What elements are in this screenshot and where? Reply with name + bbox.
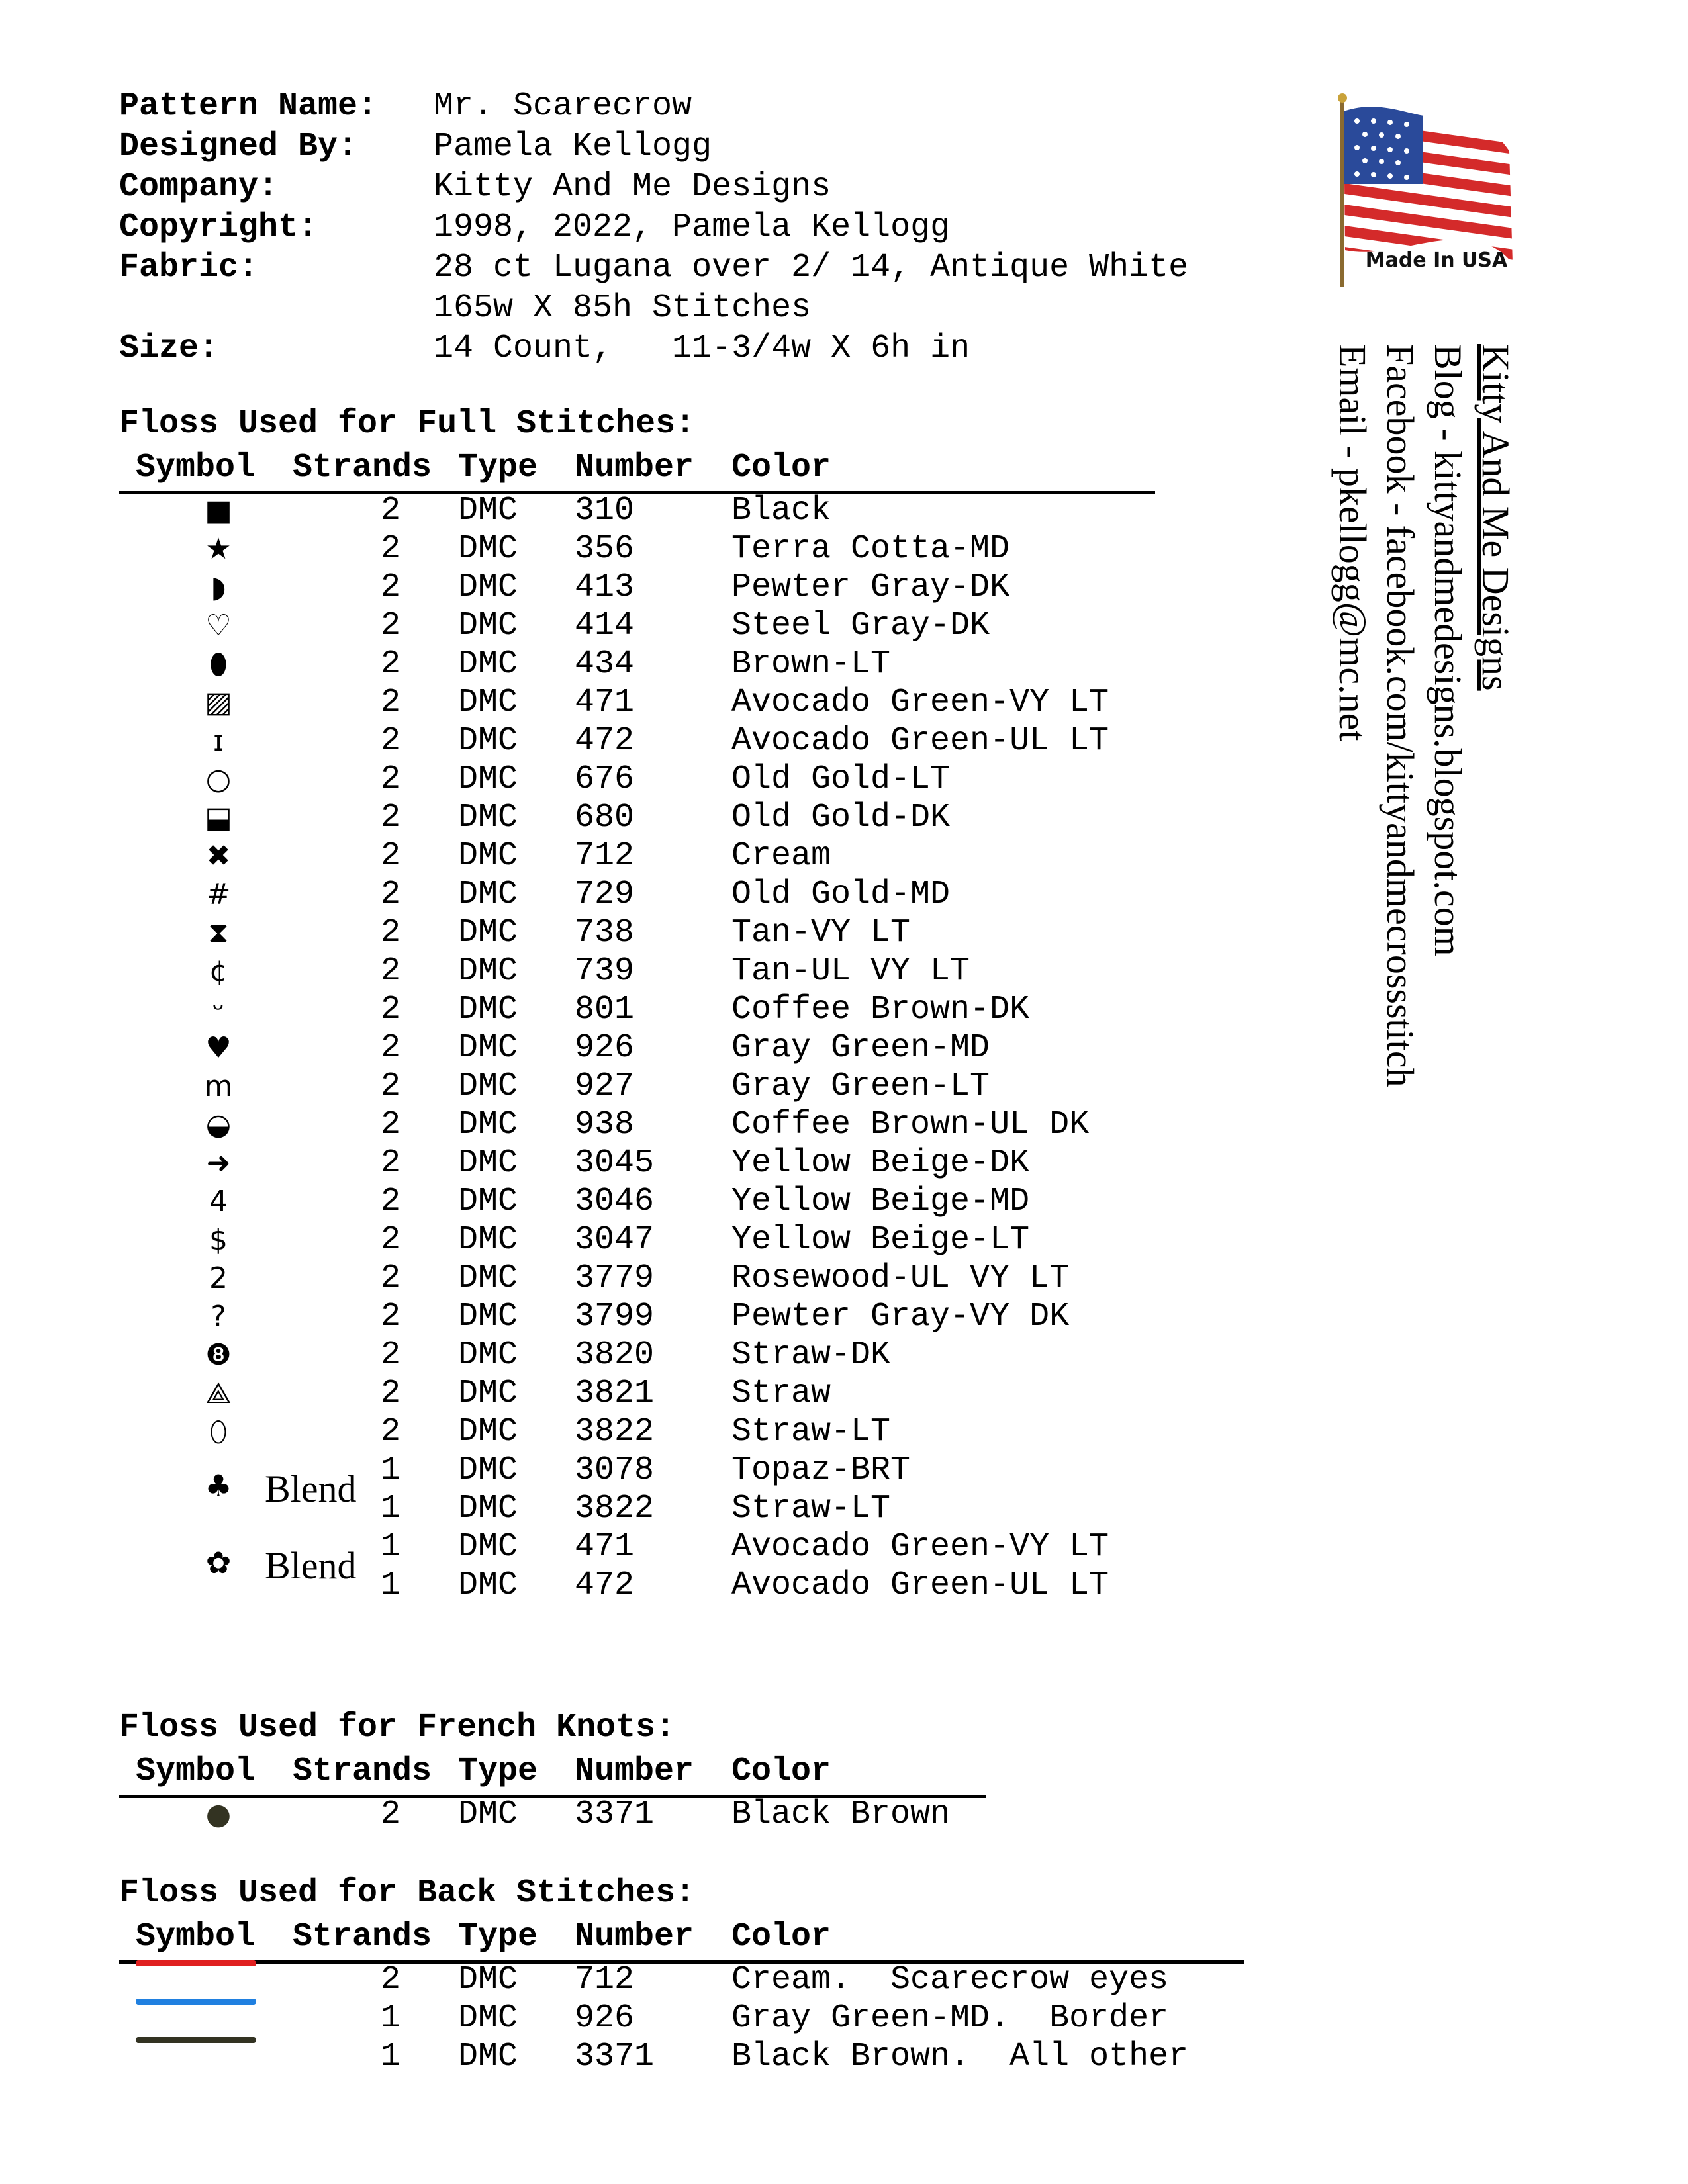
type-cell: DMC [458,1490,518,1527]
color-cell: Black Brown [731,1796,951,1833]
strands-cell: 2 [380,722,400,760]
arrow-icon: ➜ [206,1146,231,1180]
color-cell: Straw-LT [731,1413,891,1451]
fabric-label: Fabric: [119,249,259,287]
strands-cell: 2 [380,1183,400,1220]
number-cell: 738 [575,914,635,952]
blend-label: Blend [265,1544,357,1587]
strands-cell: 2 [380,1298,400,1336]
flower-icon: ✿ [205,1545,232,1580]
header-strands: Strands [293,449,432,486]
type-cell: DMC [458,1221,518,1259]
table-row [119,798,1244,838]
type-cell: DMC [458,914,518,952]
size-value: 14 Count, 11-3/4w X 6h in [434,330,970,367]
circled-8-icon: ❽ [205,1338,232,1372]
table-row [119,1999,1244,2038]
strands-cell: 2 [380,1144,400,1182]
number-cell: 926 [575,1029,635,1067]
table-row [119,1374,1244,1414]
copyright-label: Copyright: [119,208,318,246]
color-cell: Topaz-BRT [731,1451,911,1489]
type-cell: DMC [458,722,518,760]
strands-cell: 2 [380,1413,400,1451]
strands-cell: 2 [380,1375,400,1412]
table-row [119,1297,1244,1337]
number-cell: 310 [575,492,635,529]
color-cell: Old Gold-DK [731,799,951,837]
type-cell: DMC [458,645,518,683]
type-cell: DMC [458,1183,518,1220]
color-cell: Pewter Gray-VY DK [731,1298,1070,1336]
table-row [119,1960,1244,2000]
color-cell: Avocado Green-UL LT [731,722,1109,760]
strands-cell: 2 [380,837,400,875]
number-cell: 712 [575,1961,635,1999]
type-cell: DMC [458,569,518,606]
copyright-value: 1998, 2022, Pamela Kellogg [434,208,951,246]
strands-cell: 2 [380,1961,400,1999]
color-cell: Old Gold-MD [731,876,951,913]
nested-triangle-icon: ⟁ [205,1377,232,1410]
copyright-row [119,207,1188,248]
table-row [119,1220,1244,1260]
number-cell: 3078 [575,1451,655,1489]
header-strands: Strands [293,1752,432,1790]
color-cell: Avocado Green-VY LT [731,684,1109,721]
table-row [119,645,1244,684]
email-link[interactable]: Email - pkellogg@mc.net [1331,344,1374,741]
color-cell: Gray Green-MD [731,1029,990,1067]
type-cell: DMC [458,530,518,568]
circle-icon: ○ [205,762,232,796]
strands-cell: 2 [380,530,400,568]
number-cell: 472 [575,1567,635,1604]
header-symbol: Symbol [136,1752,256,1790]
number-cell: 3822 [575,1490,655,1527]
strands-cell: 2 [380,876,400,913]
header-symbol: Symbol [136,1918,256,1956]
number-cell: 3822 [575,1413,655,1451]
strands-cell: 2 [380,1796,400,1833]
half-filled-circle-icon: ◒ [205,1108,232,1142]
half-filled-square-icon: ⬓ [205,801,232,835]
hourglass-icon: ⧗ [208,916,229,950]
pattern-info [119,86,1188,369]
number-cell: 3779 [575,1259,655,1297]
header-symbol: Symbol [136,449,256,486]
letter-m-icon: m [204,1069,233,1103]
back-stitch-line-icon [136,2037,256,2043]
company-label: Company: [119,168,279,206]
color-cell: Yellow Beige-LT [731,1221,1030,1259]
table-row [119,2037,1244,2077]
table-row [119,1067,1244,1107]
color-cell: Straw-DK [731,1336,891,1374]
color-cell: Black [731,492,831,529]
number-cell: 676 [575,760,635,798]
digit-2-icon: 2 [209,1261,228,1295]
strands-cell: 2 [380,569,400,606]
table-row [119,568,1244,608]
color-cell: Steel Gray-DK [731,607,990,645]
type-cell: DMC [458,837,518,875]
type-cell: DMC [458,1567,518,1604]
strands-cell: 1 [380,1999,400,2037]
hatched-square-icon: ▨ [205,686,232,719]
filled-square-icon: ■ [205,494,232,527]
color-cell: Avocado Green-VY LT [731,1528,1109,1566]
number-cell: 801 [575,991,635,1028]
strands-cell: 2 [380,1221,400,1259]
number-cell: 927 [575,1068,635,1105]
full-stitches-header [119,449,1155,494]
back-stitches-header [119,1918,1244,1964]
dollar-icon: $ [209,1223,228,1257]
type-cell: DMC [458,607,518,645]
table-row [119,1182,1244,1222]
table-row [119,837,1244,876]
strands-cell: 1 [380,1490,400,1527]
type-cell: DMC [458,952,518,990]
type-cell: DMC [458,1528,518,1566]
type-cell: DMC [458,1029,518,1067]
strands-cell: 1 [380,1451,400,1489]
table-row [119,491,1244,531]
strands-cell: 2 [380,914,400,952]
type-cell: DMC [458,1999,518,2037]
i-beam-icon: ɪ [212,724,224,758]
number-cell: 414 [575,607,635,645]
number-cell: 3820 [575,1336,655,1374]
table-row [119,913,1244,953]
color-cell: Coffee Brown-UL DK [731,1106,1090,1144]
back-stitch-line-icon [136,1960,256,1966]
number-cell: 3046 [575,1183,655,1220]
color-cell: Straw [731,1375,831,1412]
number-cell: 434 [575,645,635,683]
blog-link[interactable]: Blog - kittyandmedesigns.blogspot.com [1427,344,1470,956]
size-label: Size: [119,330,219,367]
header-type: Type [458,1752,538,1790]
number-cell: 3371 [575,1796,655,1833]
table-row [119,990,1244,1030]
color-cell: Gray Green-LT [731,1068,990,1105]
full-stitches-title: Floss Used for Full Stitches: [119,405,696,443]
header-number: Number [575,1752,694,1790]
table-row [119,760,1244,799]
pattern-name-row [119,86,1188,126]
number-cell: 926 [575,1999,635,2037]
type-cell: DMC [458,1259,518,1297]
brand-name: Kitty And Me Designs [1474,344,1517,691]
color-cell: Black Brown. All other [731,2038,1189,2075]
type-cell: DMC [458,876,518,913]
strands-cell: 1 [380,1567,400,1604]
digit-4-icon: 4 [209,1185,228,1218]
quarter-arc-icon: ◗ [211,570,226,604]
contact-info [1329,344,1519,1087]
dark-dot-icon: ● [205,1797,232,1831]
type-cell: DMC [458,684,518,721]
table-row [119,1144,1244,1183]
cent-icon: ¢ [209,954,228,988]
color-cell: Old Gold-LT [731,760,951,798]
type-cell: DMC [458,1413,518,1451]
blend-thread-row [119,1451,1244,1490]
stitches-row [119,288,1188,328]
number-cell: 3821 [575,1375,655,1412]
designer-row [119,126,1188,167]
company-row [119,167,1188,207]
strands-cell: 2 [380,607,400,645]
header-type: Type [458,1918,538,1956]
strands-cell: 2 [380,684,400,721]
type-cell: DMC [458,1298,518,1336]
strands-cell: 2 [380,952,400,990]
type-cell: DMC [458,760,518,798]
header-type: Type [458,449,538,486]
color-cell: Gray Green-MD. Border [731,1999,1169,2037]
number-cell: 680 [575,799,635,837]
header-color: Color [731,1918,831,1956]
color-cell: Terra Cotta-MD [731,530,1010,568]
club-icon: ♣ [205,1468,232,1504]
header-number: Number [575,449,694,486]
small-u-icon: ᵕ [212,993,225,1026]
company-value: Kitty And Me Designs [434,168,831,206]
table-row [119,1336,1244,1375]
star-icon: ★ [205,532,232,566]
strands-cell: 2 [380,1029,400,1067]
heavy-x-icon: ✖ [206,839,231,873]
strands-cell: 2 [380,760,400,798]
type-cell: DMC [458,1796,518,1833]
strands-cell: 2 [380,1106,400,1144]
table-row [119,1412,1244,1452]
fabric-row [119,248,1188,288]
number-cell: 938 [575,1106,635,1144]
number-cell: 3045 [575,1144,655,1182]
table-row [119,529,1244,569]
strands-cell: 2 [380,645,400,683]
header-color: Color [731,449,831,486]
type-cell: DMC [458,1336,518,1374]
outline-heart-icon: ♡ [205,609,232,643]
strands-cell: 2 [380,799,400,837]
slanted-pill-icon: ⬮ [209,647,228,681]
number-cell: 712 [575,837,635,875]
number-cell: 472 [575,722,635,760]
made-in-usa-text: Made In USA [1365,249,1508,272]
filled-heart-icon: ♥ [205,1031,232,1065]
color-cell: Yellow Beige-DK [731,1144,1030,1182]
pattern-name-value: Mr. Scarecrow [434,87,692,125]
color-cell: Avocado Green-UL LT [731,1567,1109,1604]
header-strands: Strands [293,1918,432,1956]
stitches-value: 165w X 85h Stitches [434,289,812,327]
type-cell: DMC [458,1068,518,1105]
made-in-usa-badge [1331,91,1523,290]
color-cell: Cream. Scarecrow eyes [731,1961,1169,1999]
table-row [119,1795,1244,1835]
strands-cell: 2 [380,1259,400,1297]
designer-value: Pamela Kellogg [434,128,712,165]
color-cell: Rosewood-UL VY LT [731,1259,1070,1297]
strands-cell: 2 [380,1068,400,1105]
table-row [119,875,1244,915]
color-cell: Yellow Beige-MD [731,1183,1030,1220]
strands-cell: 2 [380,492,400,529]
number-cell: 471 [575,684,635,721]
table-row [119,683,1244,723]
designer-label: Designed By: [119,128,358,165]
type-cell: DMC [458,1961,518,1999]
french-knots-header [119,1752,986,1798]
number-cell: 471 [575,1528,635,1566]
strands-cell: 1 [380,1528,400,1566]
number-cell: 3371 [575,2038,655,2075]
color-cell: Straw-LT [731,1490,891,1527]
facebook-link[interactable]: Facebook - facebook.com/kittyandmecrossstitch [1379,344,1422,1087]
type-cell: DMC [458,1451,518,1489]
table-row [119,952,1244,991]
back-stitches-title: Floss Used for Back Stitches: [119,1874,696,1912]
color-cell: Tan-VY LT [731,914,911,952]
table-row [119,1105,1244,1145]
header-color: Color [731,1752,831,1790]
number-cell: 729 [575,876,635,913]
hash-icon: # [206,878,231,911]
type-cell: DMC [458,799,518,837]
fabric-value: 28 ct Lugana over 2/ 14, Antique White [434,249,1189,287]
table-row [119,1259,1244,1298]
number-cell: 356 [575,530,635,568]
blend-thread-row [119,1566,1244,1606]
back-stitch-line-icon [136,1999,256,2005]
table-row [119,606,1244,646]
color-cell: Tan-UL VY LT [731,952,970,990]
type-cell: DMC [458,991,518,1028]
number-cell: 739 [575,952,635,990]
size-row [119,328,1188,369]
type-cell: DMC [458,1375,518,1412]
type-cell: DMC [458,1144,518,1182]
blend-thread-row [119,1527,1244,1567]
color-cell: Cream [731,837,831,875]
question-mark-icon: ? [211,1300,226,1334]
header-number: Number [575,1918,694,1956]
pattern-name-label: Pattern Name: [119,87,378,125]
number-cell: 3799 [575,1298,655,1336]
number-cell: 413 [575,569,635,606]
strands-cell: 1 [380,2038,400,2075]
color-cell: Pewter Gray-DK [731,569,1010,606]
table-row [119,721,1244,761]
blend-label: Blend [265,1467,357,1510]
outline-pill-icon: ⬯ [209,1415,228,1449]
strands-cell: 2 [380,991,400,1028]
color-cell: Coffee Brown-DK [731,991,1030,1028]
color-cell: Brown-LT [731,645,891,683]
table-row [119,1028,1244,1068]
blend-thread-row [119,1489,1244,1529]
type-cell: DMC [458,492,518,529]
type-cell: DMC [458,1106,518,1144]
french-knots-title: Floss Used for French Knots: [119,1709,676,1747]
strands-cell: 2 [380,1336,400,1374]
type-cell: DMC [458,2038,518,2075]
number-cell: 3047 [575,1221,655,1259]
